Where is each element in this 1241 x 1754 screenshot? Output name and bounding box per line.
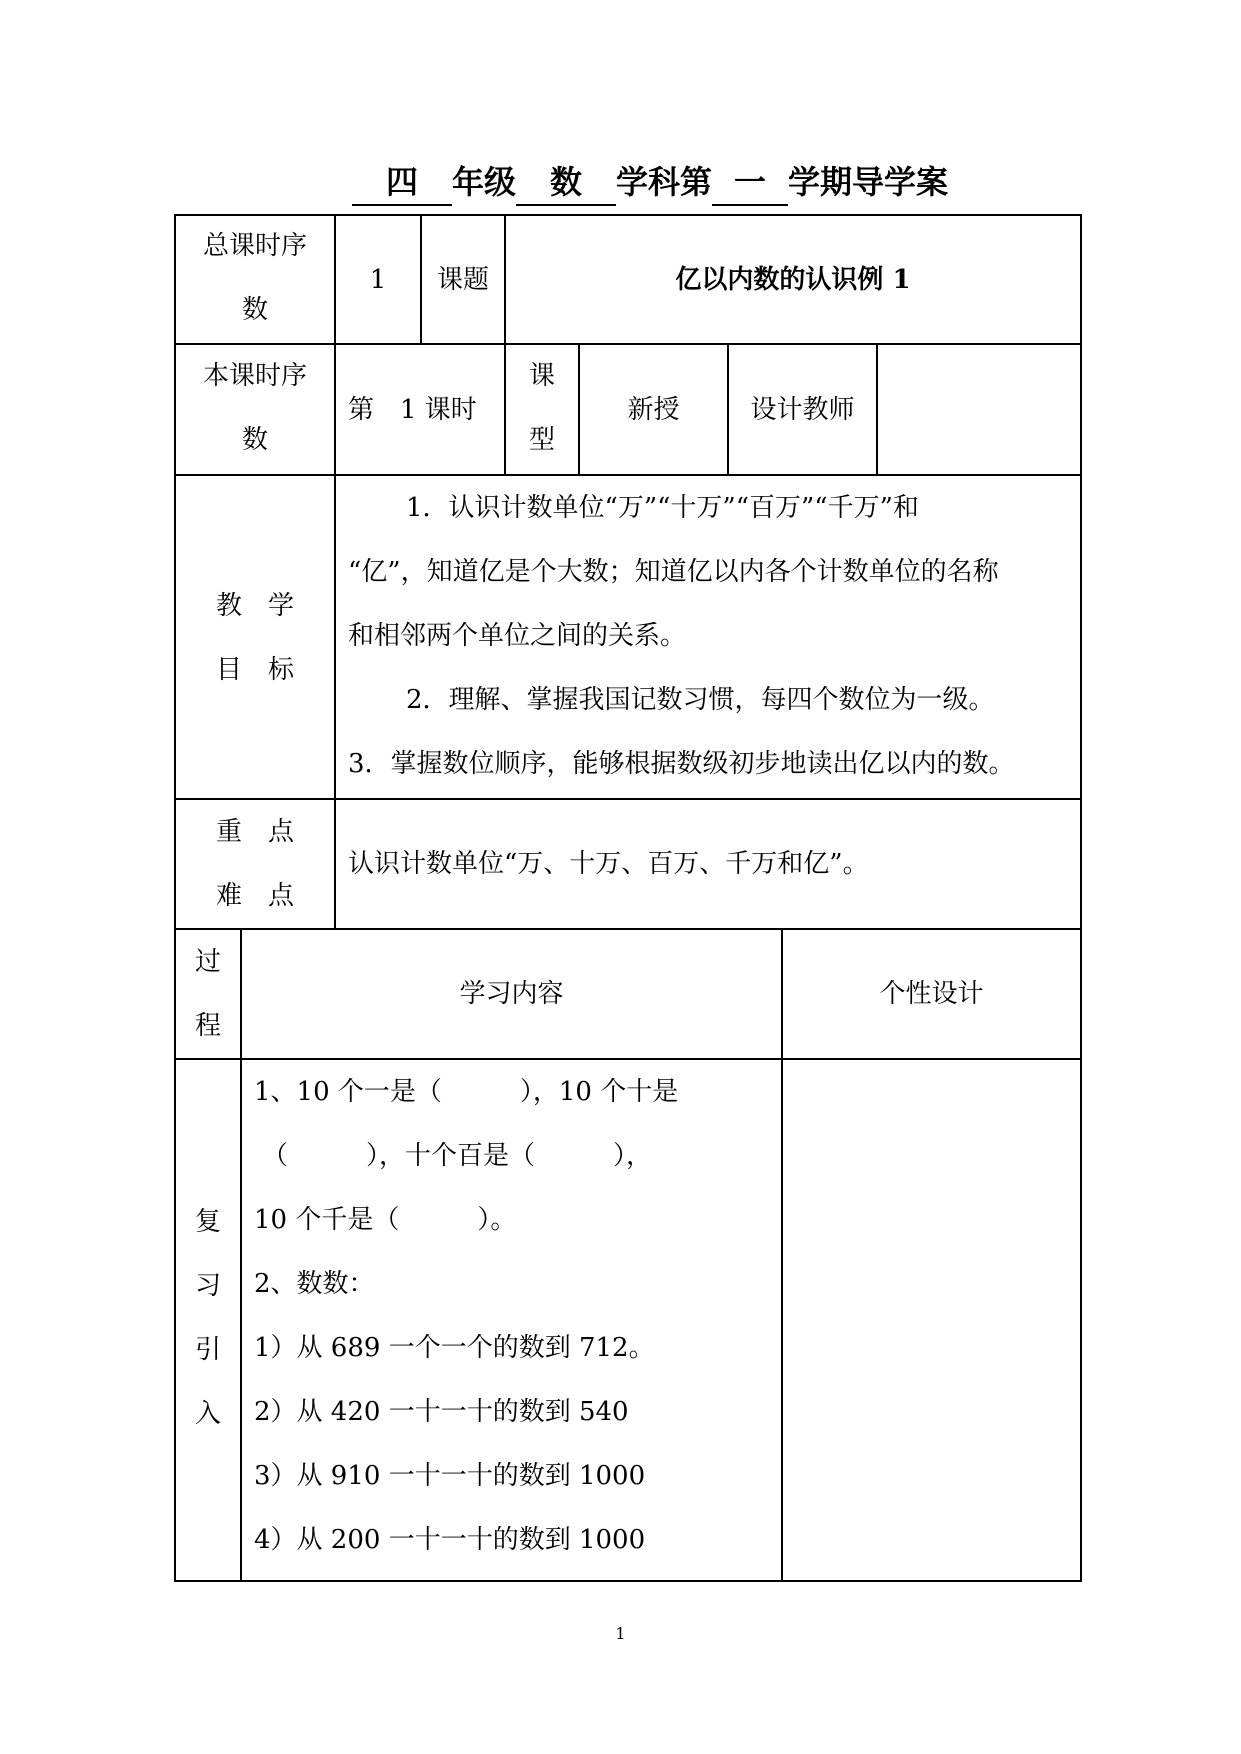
review-label-char: 入 [194, 1399, 221, 1429]
topic-label: 课题 [436, 265, 489, 295]
grade-value: 四 [352, 160, 452, 206]
review-label-char: 引 [194, 1335, 221, 1365]
keypoints-label-line2: 难 点 [215, 881, 294, 911]
objective-line: 2．理解、掌握我国记数习惯，每四个数位为一级。 [380, 685, 995, 715]
total-lesson-label-line1: 总课时序 [202, 231, 307, 261]
objectives-label-line2: 目 标 [215, 655, 294, 685]
lesson-number: 第 1 课时 [348, 395, 477, 425]
content-column-header: 学习内容 [459, 979, 564, 1009]
page-number: 1 [615, 1624, 626, 1643]
keypoints-text: 认识计数单位“万、十万、百万、千万和亿”。 [348, 849, 869, 879]
term-value: 一 [712, 160, 788, 206]
review-line: 2、数数： [254, 1269, 375, 1299]
term-label: 学期导学案 [788, 163, 949, 201]
review-line: 1、10 个一是（ ），10 个十是 [254, 1077, 679, 1107]
process-label-char: 程 [194, 1011, 221, 1041]
teacher-label: 设计教师 [750, 395, 855, 425]
subject-label: 学科第 [616, 163, 713, 201]
review-line: （ ），十个百是（ ）， [262, 1141, 653, 1171]
review-label-char: 复 [194, 1207, 221, 1237]
objective-line: 1．认识计数单位“万”“十万”“百万”“千万”和 [380, 493, 919, 523]
review-line: 1）从 689 一个一个的数到 712。 [254, 1333, 655, 1363]
review-line: 2）从 420 一十一十的数到 540 [254, 1397, 629, 1427]
objective-line: 3．掌握数位顺序，能够根据数级初步地读出亿以内的数。 [348, 749, 1015, 779]
current-lesson-label-line1: 本课时序 [202, 361, 307, 391]
process-label-char: 过 [194, 947, 221, 977]
subject-value: 数 [516, 160, 616, 206]
objective-line: “亿”，知道亿是个大数；知道亿以内各个计数单位的名称 [348, 557, 999, 587]
page-title [352, 160, 1052, 204]
objective-line: 和相邻两个单位之间的关系。 [348, 621, 687, 651]
design-column-header: 个性设计 [879, 979, 984, 1009]
total-lesson-label-line2: 数 [241, 295, 268, 325]
type-label-line2: 型 [528, 425, 555, 455]
current-lesson-label-line2: 数 [241, 425, 268, 455]
type-label-line1: 课 [528, 361, 555, 391]
topic-value: 亿以内数的认识例 1 [675, 265, 911, 295]
objectives-label-line1: 教 学 [215, 591, 294, 621]
review-line: 10 个千是（ ）。 [254, 1205, 517, 1235]
review-line: 4）从 200 一十一十的数到 1000 [254, 1525, 646, 1555]
grade-label: 年级 [452, 163, 517, 201]
review-label-char: 习 [194, 1271, 221, 1301]
keypoints-label-line1: 重 点 [215, 817, 294, 847]
lesson-type-value: 新授 [627, 395, 680, 425]
total-lesson-number: 1 [369, 265, 387, 295]
review-line: 3）从 910 一十一十的数到 1000 [254, 1461, 646, 1491]
